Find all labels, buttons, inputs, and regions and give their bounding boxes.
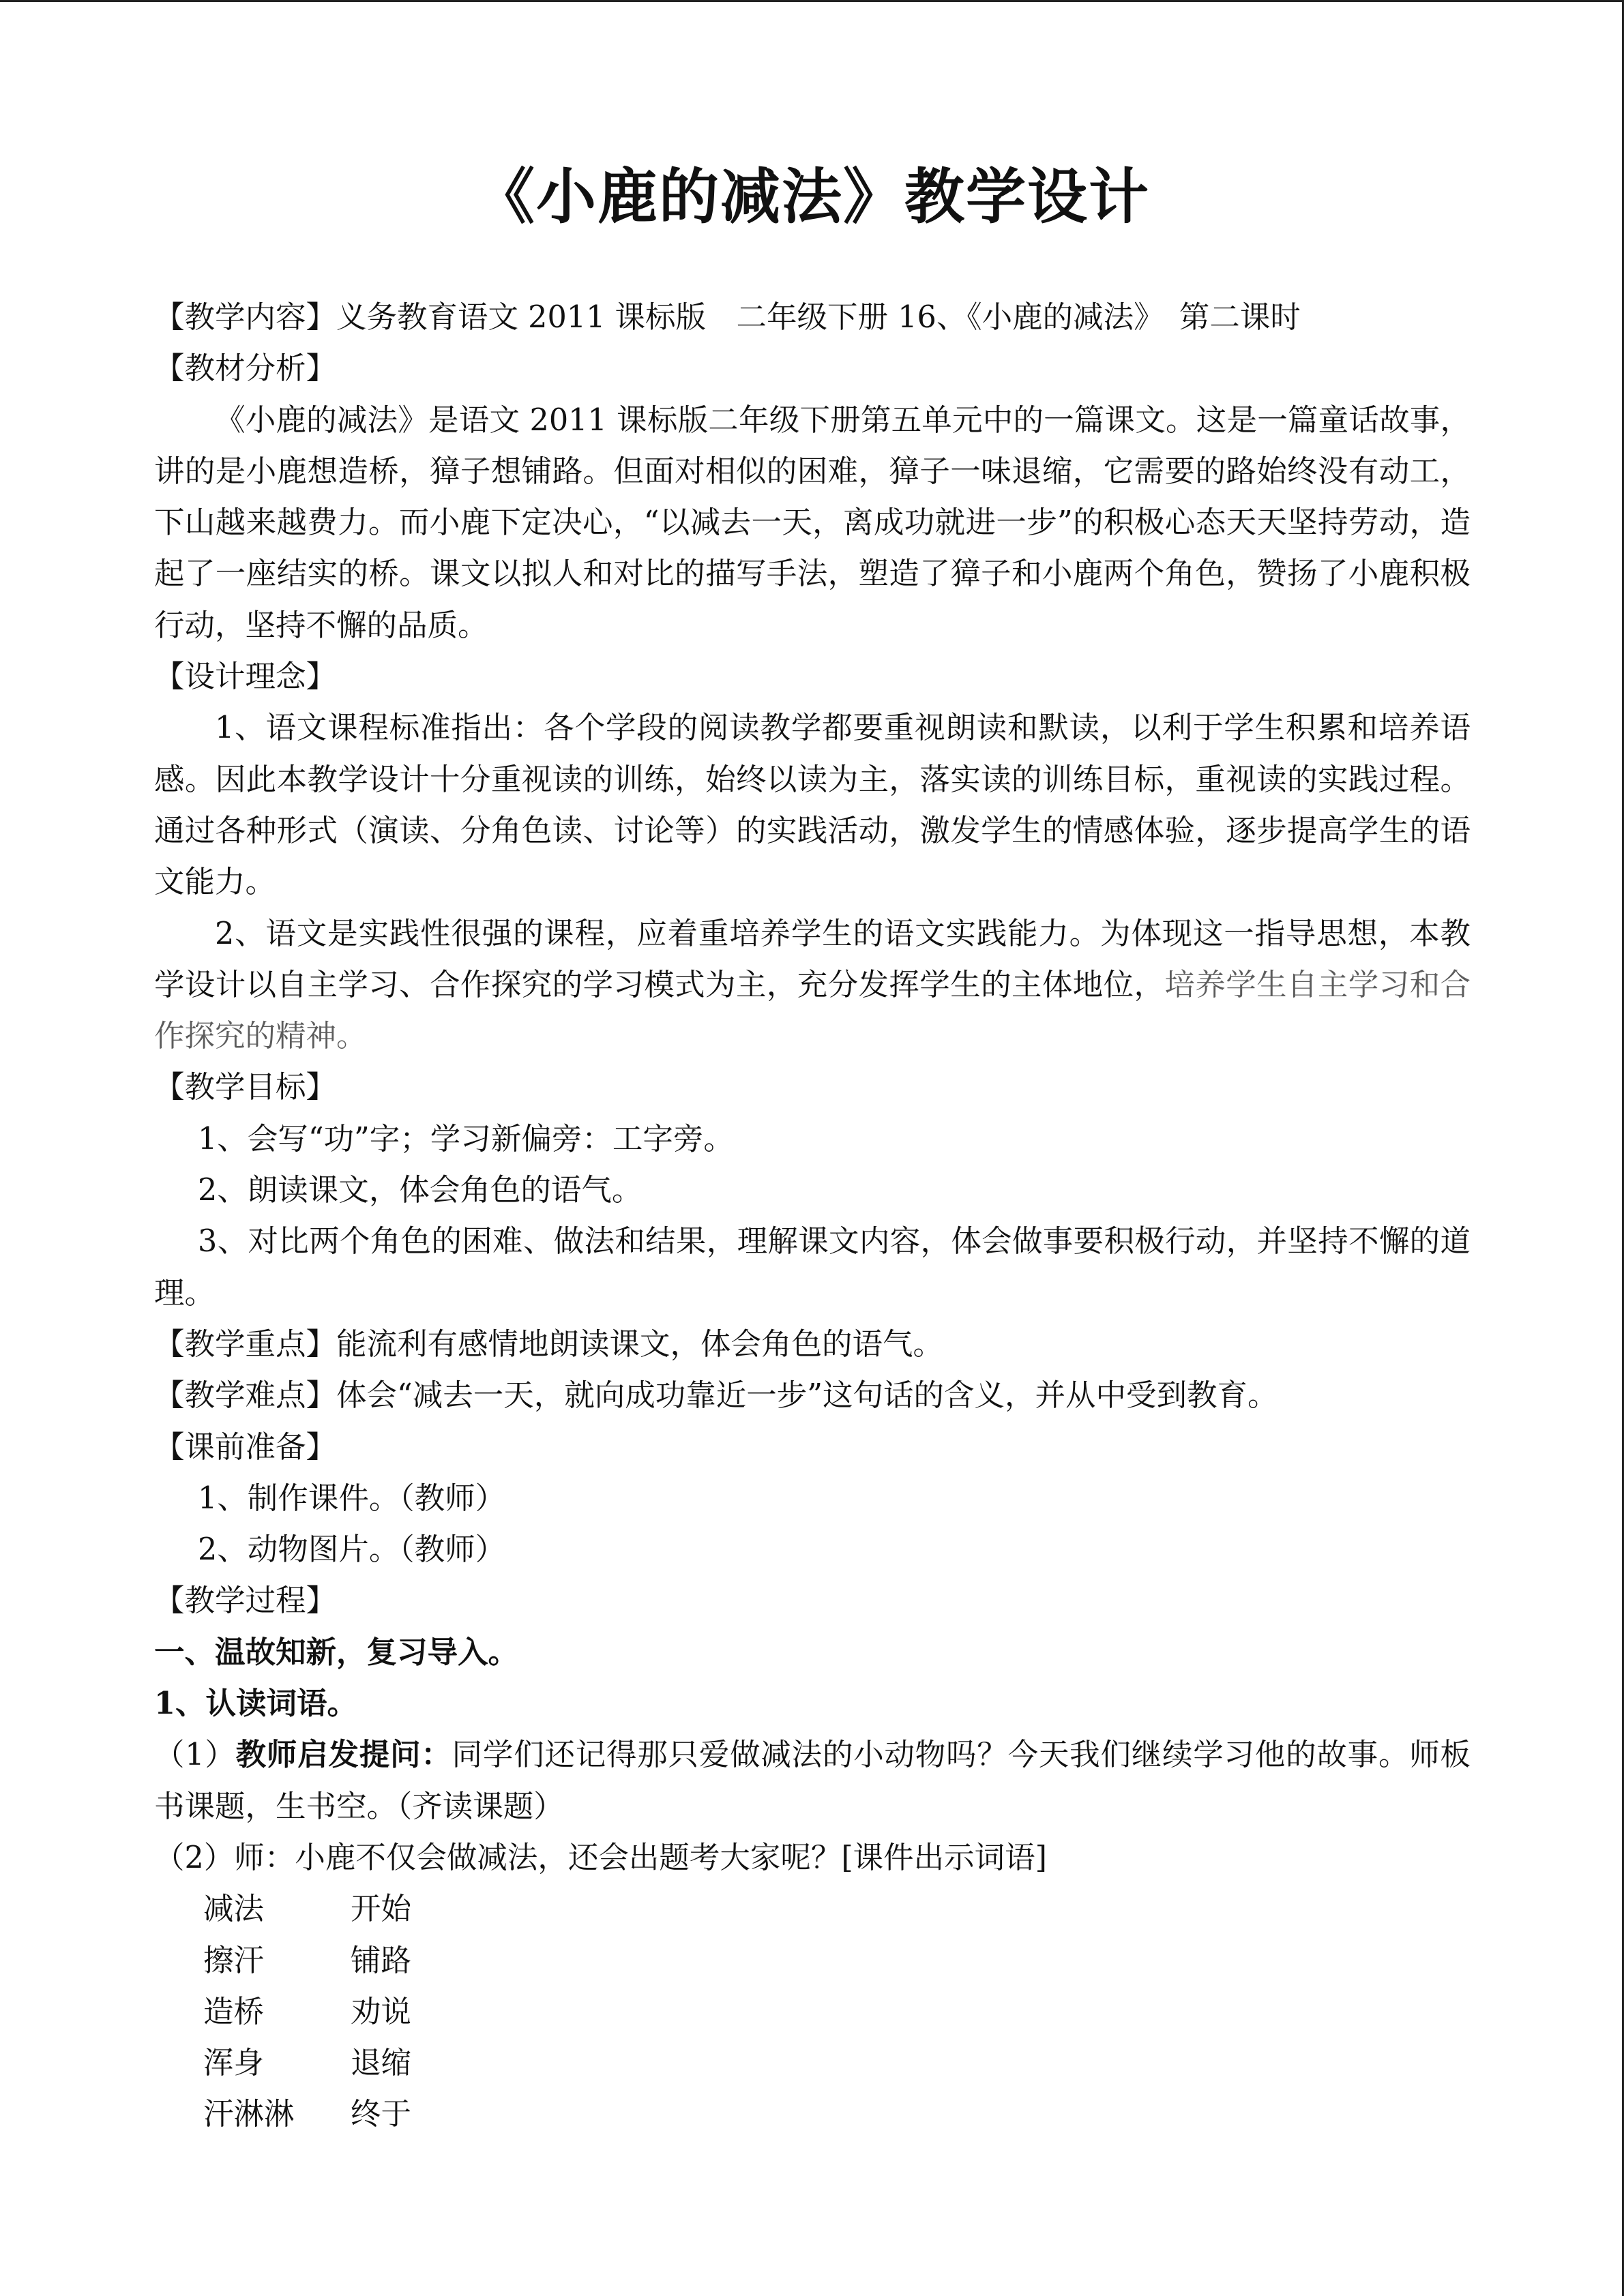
concept-paragraph-1: 1、语文课程标准指出：各个学段的阅读教学都要重视朗读和默读，以利于学生积累和培养语感。因此本教学设计十分重视读的训练，始终以读为主，落实读的训练目标，重视读的实践过程。通过各种形式（演读、分角色读、讨论等）的实践活动，激发学生的情感体验，逐步提高学生的语文能力。 bbox=[154, 711, 1471, 900]
process-question-2: （2）师：小鹿不仅会做减法，还会出题考大家呢？[课件出示词语] bbox=[154, 1840, 1048, 1875]
question-1-prefix: （1） bbox=[154, 1738, 236, 1773]
word-row bbox=[154, 1935, 1471, 1986]
prep-item: 1、制作课件。（教师） bbox=[198, 1480, 506, 1516]
word-row bbox=[154, 1883, 1471, 1935]
process-heading: 【教学过程】 bbox=[154, 1583, 337, 1619]
difficulty-label: 【教学难点】 bbox=[154, 1378, 337, 1414]
question-1-bold: 教师启发提问： bbox=[235, 1737, 452, 1773]
concept-paragraph-2-tail: 培养学生自主学习和合作探究的精神。 bbox=[154, 967, 1471, 1054]
word: 劝说 bbox=[351, 1994, 412, 2029]
key-point-text: 能流利有感情地朗读课文，体会角色的语气。 bbox=[336, 1326, 944, 1362]
word-row bbox=[154, 2038, 1471, 2089]
goal-item: 3、对比两个角色的困难、做法和结果，理解课文内容，体会做事要积极行动，并坚持不懈的道理。 bbox=[154, 1224, 1471, 1311]
teaching-content-text: 义务教育语文 2011 课标版 二年级下册 16、《小鹿的减法》 第二课时 bbox=[336, 300, 1301, 335]
analysis-paragraph: 《小鹿的减法》是语文 2011 课标版二年级下册第五单元中的一篇课文。这是一篇童话故事，讲的是小鹿想造桥，獐子想铺路。但面对相似的困难，獐子一味退缩，它需要的路始终没有动工，下山越来越费力。而小鹿下定决心，“以减去一天，离成功就进一步”的积极心态天天坚持劳动，造起了一座结实的桥。课文以拟人和对比的描写手法，塑造了獐子和小鹿两个角色，赞扬了小鹿积极行动，坚持不懈的品质。 bbox=[154, 402, 1471, 643]
goal-item: 2、朗读课文，体会角色的语气。 bbox=[198, 1173, 643, 1208]
word: 退缩 bbox=[351, 2046, 412, 2081]
question-1-text: 同学们还记得那只爱做减法的小动物吗？今天我们继续学习他的故事。师板书课题，生书空。（齐读课题） bbox=[154, 1738, 1471, 1824]
difficulty-text: 体会“减去一天，就向成功靠近一步”这句话的含义，并从中受到教育。 bbox=[336, 1378, 1278, 1414]
goals-heading: 【教学目标】 bbox=[154, 1070, 337, 1105]
word: 减法 bbox=[203, 1892, 265, 1927]
process-step-1: 1、认读词语。 bbox=[154, 1686, 357, 1722]
document-title: 《小鹿的减法》教学设计 bbox=[474, 161, 1150, 232]
difficulty-line bbox=[154, 1370, 1471, 1421]
concept-paragraph-2-main: 2、语文是实践性很强的课程，应着重培养学生的语文实践能力。为体现这一指导思想，本教学设计以自主学习、合作探究的学习模式为主，充分发挥学生的主体地位， bbox=[154, 916, 1471, 1002]
word-row bbox=[154, 1986, 1471, 2038]
word: 终于 bbox=[351, 2097, 412, 2132]
goal-item: 1、会写“功”字；学习新偏旁：工字旁。 bbox=[198, 1121, 734, 1157]
word: 造桥 bbox=[203, 1994, 265, 2029]
document-body bbox=[154, 292, 1471, 2141]
word: 擦汗 bbox=[203, 1943, 265, 1978]
process-question-1 bbox=[154, 1729, 1471, 1832]
key-point-line bbox=[154, 1319, 1471, 1370]
page-top-border bbox=[0, 0, 1624, 2]
prep-item: 2、动物图片。（教师） bbox=[198, 1532, 506, 1568]
process-section-1: 一、温故知新，复习导入。 bbox=[154, 1634, 519, 1670]
concept-heading: 【设计理念】 bbox=[154, 659, 337, 695]
word-row bbox=[154, 2089, 1471, 2140]
teaching-content-line bbox=[154, 292, 1471, 343]
key-point-label: 【教学重点】 bbox=[154, 1326, 337, 1362]
analysis-heading: 【教材分析】 bbox=[154, 351, 337, 387]
word: 开始 bbox=[351, 1892, 412, 1927]
teaching-content-label: 【教学内容】 bbox=[154, 300, 337, 335]
concept-paragraph-2 bbox=[154, 908, 1471, 1062]
word: 铺路 bbox=[351, 1943, 412, 1978]
word: 浑身 bbox=[203, 2046, 265, 2081]
word: 汗淋淋 bbox=[203, 2097, 295, 2132]
prep-heading: 【课前准备】 bbox=[154, 1429, 337, 1465]
